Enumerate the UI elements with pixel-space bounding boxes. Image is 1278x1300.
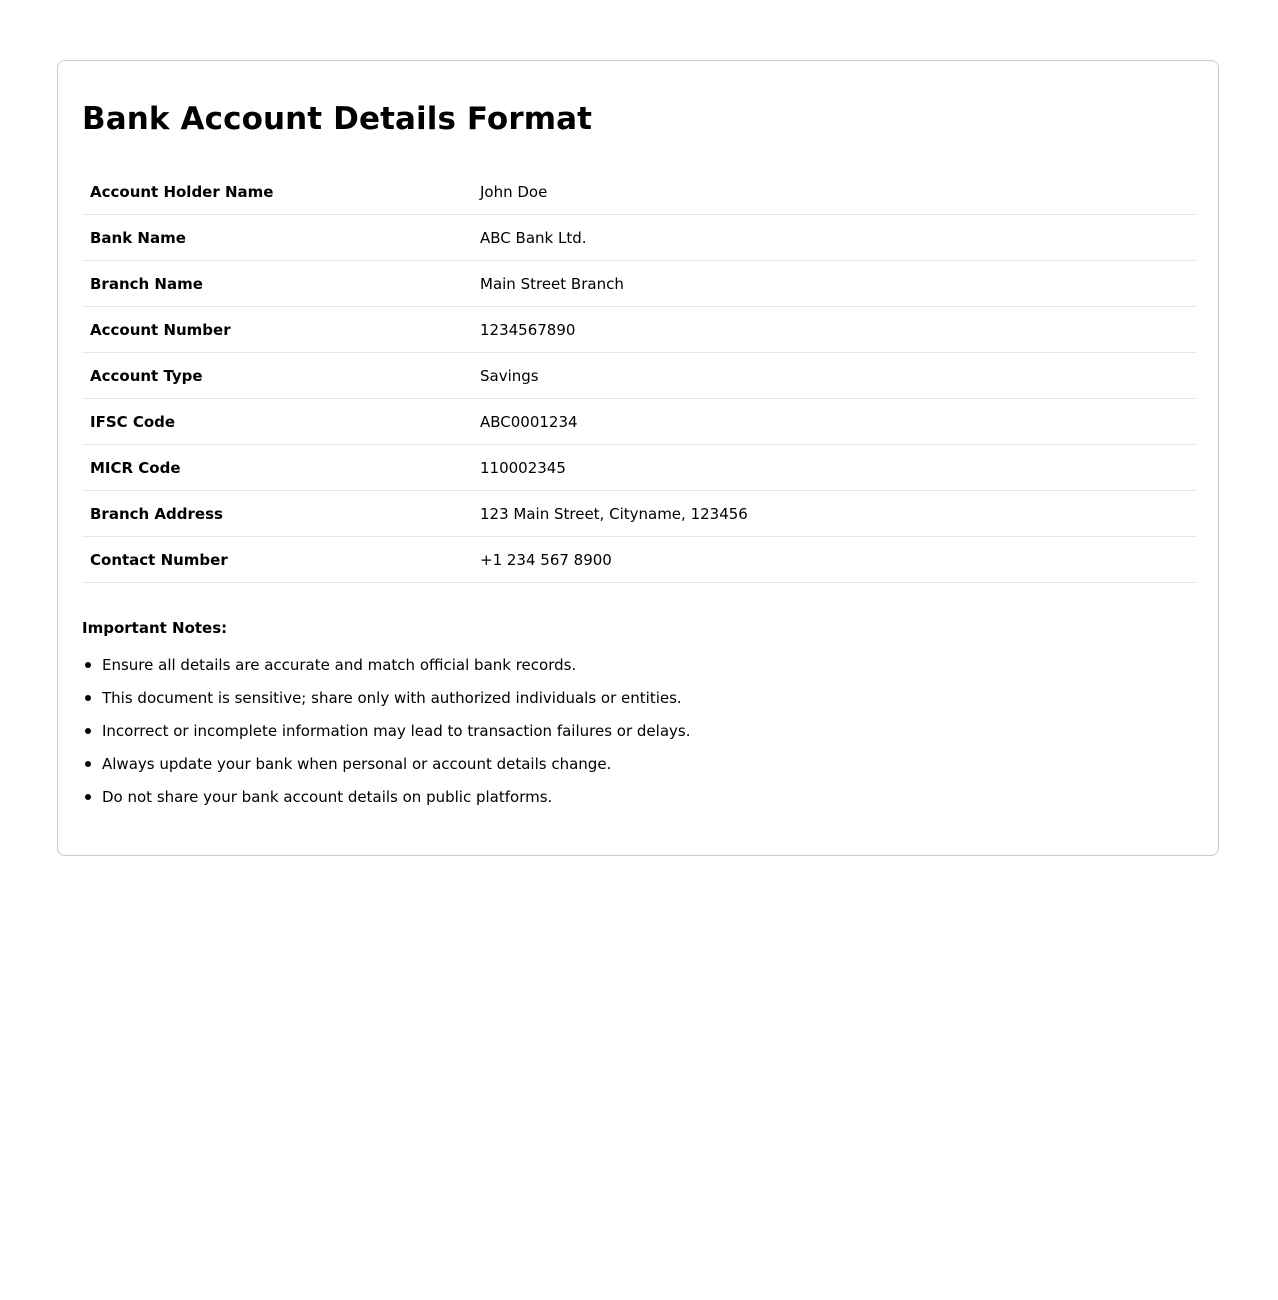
row-value: Savings <box>472 353 1196 399</box>
row-label: Branch Address <box>82 491 472 537</box>
row-value: 123 Main Street, Cityname, 123456 <box>472 491 1196 537</box>
table-row <box>82 399 1196 445</box>
table-row <box>82 169 1196 215</box>
row-value: 110002345 <box>472 445 1196 491</box>
page-title: Bank Account Details Format <box>82 101 593 137</box>
row-label: Branch Name <box>82 261 472 307</box>
table-row <box>82 537 1196 583</box>
row-value: +1 234 567 8900 <box>472 537 1196 583</box>
table-row <box>82 307 1196 353</box>
table-row <box>82 445 1196 491</box>
row-value: ABC Bank Ltd. <box>472 215 1196 261</box>
row-label: MICR Code <box>82 445 472 491</box>
list-item: Do not share your bank account details on public platforms. <box>102 787 690 820</box>
list-item: This document is sensitive; share only with authorized individuals or entities. <box>102 688 690 721</box>
row-label: Account Number <box>82 307 472 353</box>
table-row <box>82 261 1196 307</box>
list-item: Incorrect or incomplete information may lead to transaction failures or delays. <box>102 721 690 754</box>
row-value: Main Street Branch <box>472 261 1196 307</box>
notes-heading: Important Notes: <box>82 619 228 637</box>
row-value: 1234567890 <box>472 307 1196 353</box>
row-label: Bank Name <box>82 215 472 261</box>
row-label: Account Holder Name <box>82 169 472 215</box>
table-row <box>82 215 1196 261</box>
row-label: IFSC Code <box>82 399 472 445</box>
table-row <box>82 491 1196 537</box>
row-value: John Doe <box>472 169 1196 215</box>
table-row <box>82 353 1196 399</box>
notes-list <box>82 655 690 820</box>
list-item: Always update your bank when personal or account details change. <box>102 754 690 787</box>
row-value: ABC0001234 <box>472 399 1196 445</box>
bank-details-card <box>57 60 1219 856</box>
list-item: Ensure all details are accurate and match official bank records. <box>102 655 690 688</box>
bank-details-table <box>82 169 1196 583</box>
row-label: Account Type <box>82 353 472 399</box>
row-label: Contact Number <box>82 537 472 583</box>
